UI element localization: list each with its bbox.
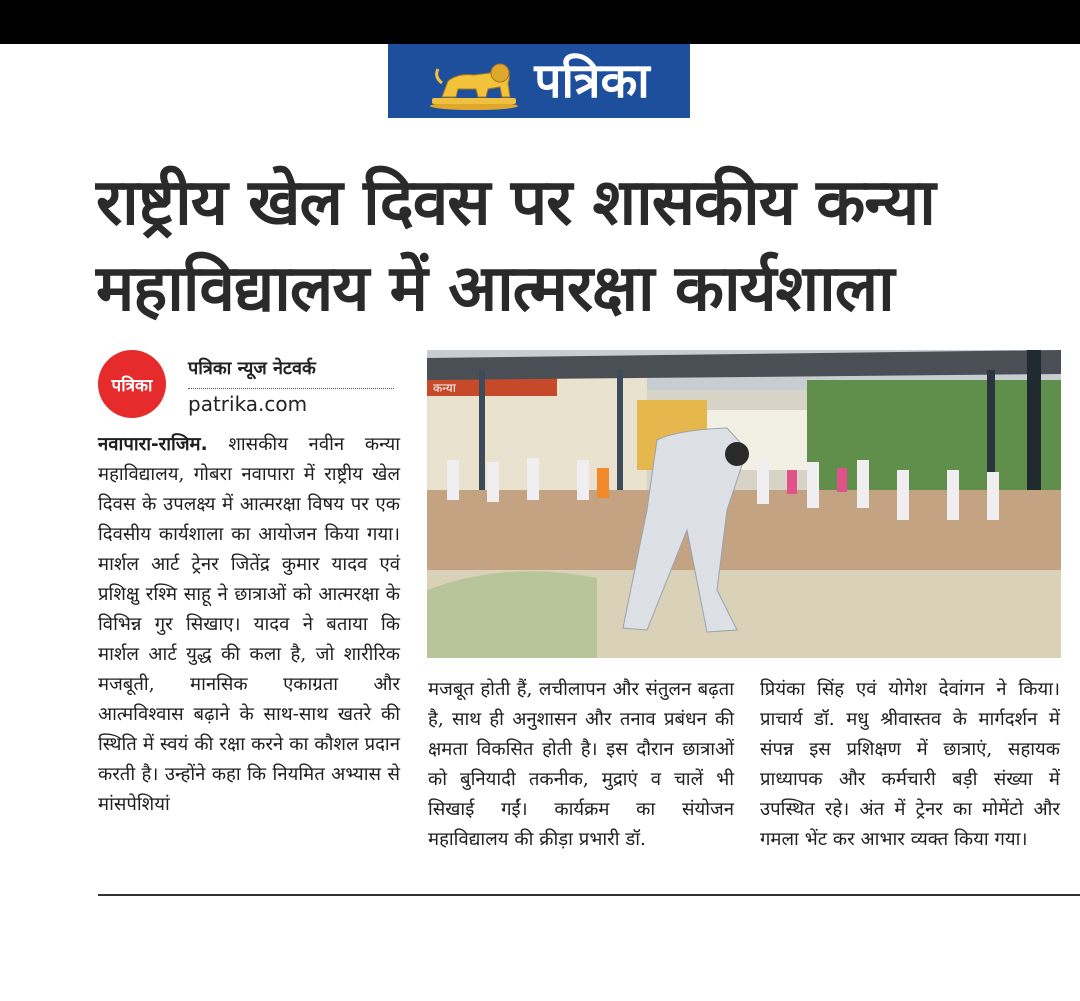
bottom-rule bbox=[98, 894, 1080, 896]
headline-line-2: महाविद्यालय में आत्मरक्षा कार्यशाला bbox=[96, 252, 894, 326]
patrika-logo-badge: पत्रिका bbox=[98, 350, 166, 418]
byline-divider bbox=[188, 388, 394, 389]
headline-line-1: राष्ट्रीय खेल दिवस पर शासकीय कन्या bbox=[96, 166, 935, 240]
newspaper-masthead bbox=[388, 44, 690, 118]
article-column-1-text: शासकीय नवीन कन्या महाविद्यालय, गोबरा नवापारा में राष्ट्रीय खेल दिवस के उपलक्ष्य में आत्मरक्षा विषय पर एक दिवसीय कार्यशाला का आयोजन किया गया। मार्शल आर्ट ट्रेनर जितेंद्र कुमार यादव एवं प्रशिक्षु रश्मि साहू ने छात्राओं को आत्मरक्षा के विभिन्न गुर सिखाए। यादव ने बताया कि मार्शल आर्ट युद्ध की कला है, जो शारीरिक मजबूती, मानसिक एकाग्रता और आत्मविश्वास बढ़ाने के साथ-साथ खतरे की स्थिति में स्वयं की रक्षा करने का कौशल प्रदान करती है। उन्होंने कहा कि नियमित अभ्यास से मांसपेशियां bbox=[98, 434, 401, 815]
news-photo bbox=[427, 350, 1061, 658]
photo-wall-sign: कन्या bbox=[433, 381, 456, 395]
lion-emblem-icon bbox=[428, 51, 520, 111]
byline bbox=[98, 350, 398, 420]
dateline: नवापारा-राजिम. bbox=[98, 434, 208, 455]
website-label: patrika.com bbox=[188, 392, 308, 416]
masthead-title: पत्रिका bbox=[534, 53, 650, 109]
news-network-label: पत्रिका न्यूज नेटवर्क bbox=[188, 358, 316, 379]
article-column-1 bbox=[98, 430, 400, 820]
article-column-3: प्रियंका सिंह एवं योगेश देवांगन ने किया। प्राचार्य डॉ. मधु श्रीवास्तव के मार्गदर्शन में संपन्न इस प्रशिक्षण में छात्राएं, सहायक प्राध्यापक और कर्मचारी बड़ी संख्या में उपस्थित रहे। अंत में ट्रेनर का मोमेंटो और गमला भेंट कर आभार व्यक्त किया गया। bbox=[760, 679, 1060, 850]
headline bbox=[96, 160, 1056, 332]
top-black-bar bbox=[0, 0, 1080, 44]
article-column-2: मजबूत होती हैं, लचीलापन और संतुलन बढ़ता है, साथ ही अनुशासन और तनाव प्रबंधन की क्षमता विकसित होती है। इस दौरान छात्राओं को बुनियादी तकनीक, मुद्राएं व चालें भी सिखाई गईं। कार्यक्रम का संयोजन महाविद्यालय की क्रीड़ा प्रभारी डॉ. bbox=[428, 679, 734, 850]
